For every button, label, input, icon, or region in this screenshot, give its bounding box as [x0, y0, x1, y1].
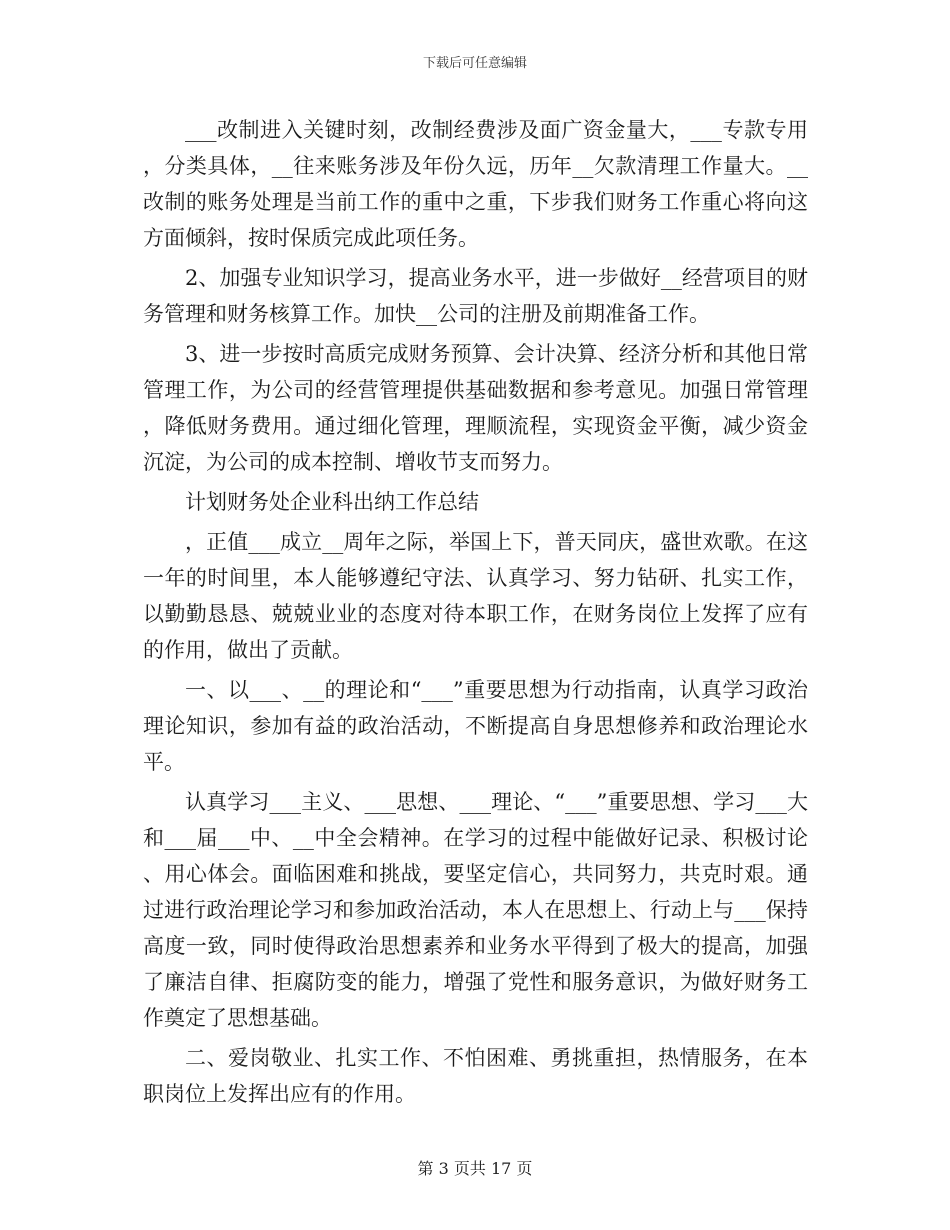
paragraph-budget-management: 3、进一步按时高质完成财务预算、会计决算、经济分析和其他日常管理工作，为公司的经营管理提供基础数据和参考意见。加强日常管理，降低财务费用。通过细化管理，理顺流程，实现资金平衡，减少资金沉淀，为公司的成本控制、增收节支而努力。 [143, 342, 808, 474]
paragraph-anniversary-intro: ，正值___成立__周年之际，举国上下，普天同庆，盛世欢歌。在这一年的时间里，本人能够遵纪守法、认真学习、努力钻研、扎实工作，以勤勤恳恳、兢兢业业的态度对待本职工作，在财务岗位上发挥了应有的作用，做出了贡献。 [143, 530, 808, 662]
page-header-note: 下载后可任意编辑 [422, 56, 527, 71]
paragraph-reform-accounting: ___改制进入关键时刻，改制经费涉及面广资金量大，___专款专用，分类具体，__往来账务涉及年份久远，历年__欠款清理工作量大。__改制的账务处理是当前工作的重中之重，下步我们财务工作重心将向这方面倾斜，按时保质完成此项任务。 [143, 118, 808, 250]
paragraph-professional-study: 2、加强专业知识学习，提高业务水平，进一步做好__经营项目的财务管理和财务核算工作。加快__公司的注册及前期准备工作。 [143, 266, 808, 326]
document-body [143, 112, 808, 1112]
page-number: 第 3 页共 17 页 [417, 1159, 533, 1178]
paragraph-political-study: 认真学习___主义、___思想、___理论、“___”重要思想、学习___大和___届___中、__中全会精神。在学习的过程中能做好记录、积极讨论、用心体会。面临困难和挑战，要坚定信心，共同努力，共克时艰。通过进行政治理论学习和参加政治活动，本人在思想上、行动上与___保持高度一致，同时使得政治思想素养和业务水平得到了极大的提高，加强了廉洁自律、拒腐防变的能力，增强了党性和服务意识，为做好财务工作奠定了思想基础。 [143, 790, 808, 1030]
paragraph-dedication: 二、爱岗敬业、扎实工作、不怕困难、勇挑重担，热情服务，在本职岗位上发挥出应有的作用。 [143, 1046, 808, 1106]
paragraph-theory-guidance: 一、以___、__的理论和“___”重要思想为行动指南，认真学习政治理论知识，参加有益的政治活动，不断提高自身思想修养和政治理论水平。 [143, 678, 808, 774]
section-title-cashier-summary: 计划财务处企业科出纳工作总结 [185, 490, 479, 514]
